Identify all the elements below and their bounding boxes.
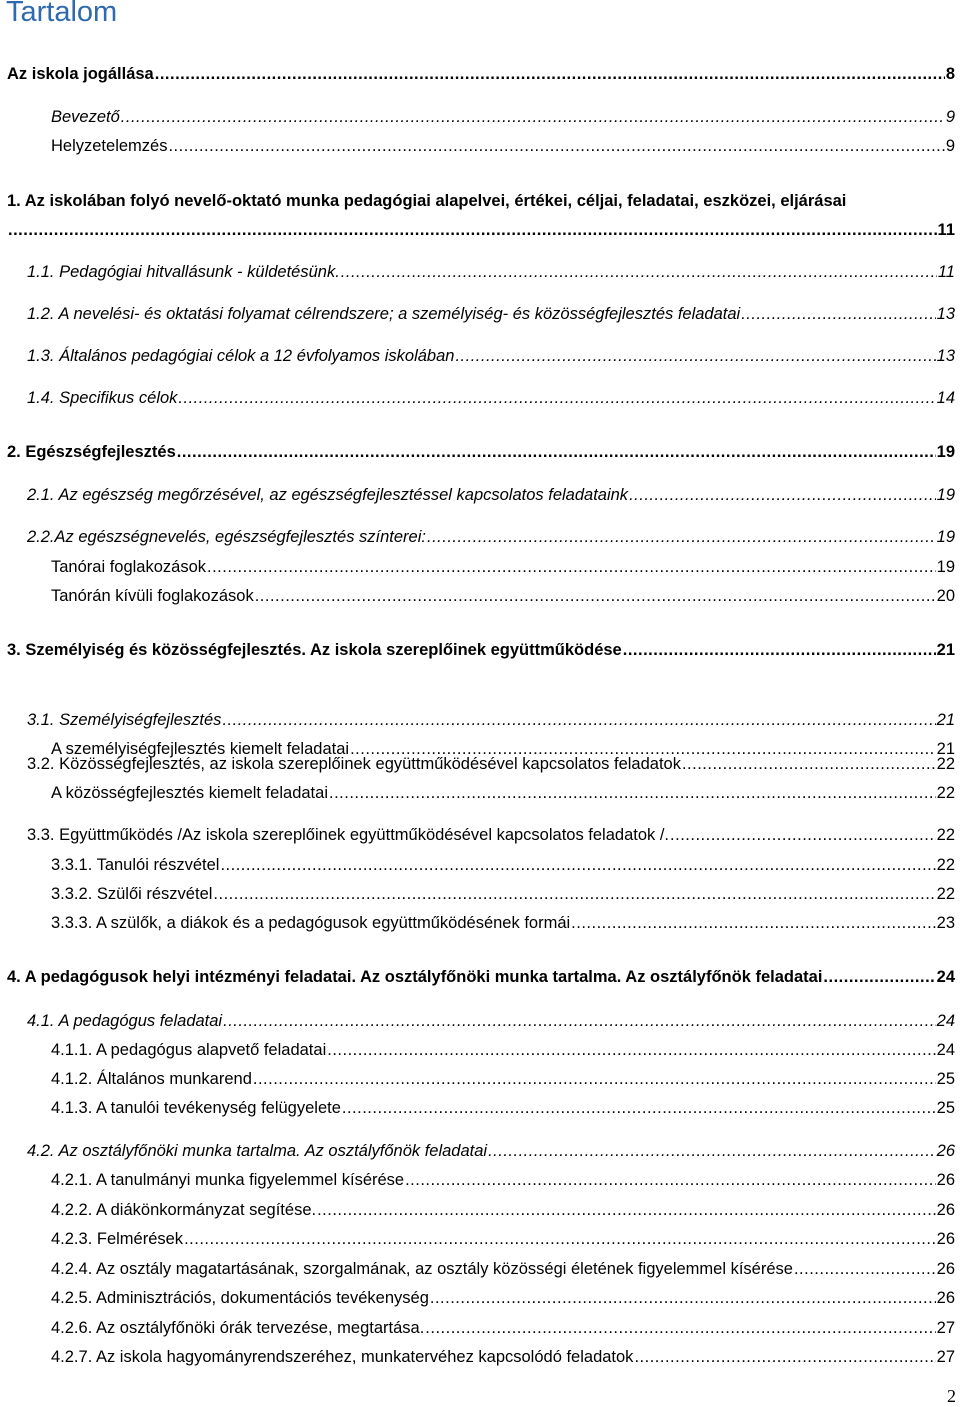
toc-entry-page: 24	[936, 1041, 955, 1059]
toc-entry-text: Bevezető	[51, 108, 120, 126]
toc-entry-page: 19	[936, 558, 955, 576]
toc-entry[interactable]	[27, 1140, 955, 1162]
toc-entry-page: 22	[936, 885, 955, 903]
toc-entry[interactable]	[51, 883, 955, 905]
toc-entry-text: 3.1. Személyiségfejlesztés	[27, 711, 222, 729]
toc-entry[interactable]	[27, 345, 955, 367]
toc-entry-page: 24	[936, 968, 955, 986]
toc-entry-text: 3.3.2. Szülői részvétel	[51, 885, 213, 903]
toc-entry[interactable]	[27, 526, 955, 548]
page-number: 2	[947, 1386, 956, 1406]
toc-entry-text: 4.1.1. A pedagógus alapvető feladatai	[51, 1041, 327, 1059]
toc-entry[interactable]	[27, 387, 955, 409]
toc-entry[interactable]	[7, 441, 955, 463]
toc-entry-text: 4.2.6. Az osztályfőnöki órák tervezése, megtartása.	[51, 1319, 425, 1337]
toc-entry-page: 22	[936, 755, 955, 773]
toc-entry-text: 1.1. Pedagógiai hitvallásunk - küldetésünk.	[27, 263, 340, 281]
toc-entry[interactable]	[27, 303, 955, 325]
toc-entry-page: 19	[936, 443, 955, 461]
toc-entry-page: 26	[936, 1289, 955, 1307]
toc-leader	[184, 1228, 936, 1250]
toc-leader	[430, 1287, 936, 1309]
toc-entry-text: 3.3. Együttműködés /Az iskola szereplőinek együttműködésével kapcsolatos feladatok /.	[27, 826, 670, 844]
toc-leader	[342, 1097, 936, 1119]
toc-entry[interactable]	[7, 966, 955, 988]
toc-entry-text: Helyzetelemzés	[51, 137, 168, 155]
toc-entry-text: 2. Egészségfejlesztés	[7, 443, 176, 461]
toc-entry[interactable]	[27, 484, 955, 506]
toc-entry[interactable]	[51, 135, 955, 157]
toc-leader	[455, 345, 935, 367]
toc-leader	[623, 639, 936, 661]
toc-leader	[327, 1039, 935, 1061]
toc-entry-page: 24	[936, 1012, 955, 1030]
toc-entry-page: 27	[936, 1319, 955, 1337]
toc-entry-page: 26	[936, 1230, 955, 1248]
toc-entry-text: Tanórán kívüli foglakozások	[51, 587, 254, 605]
toc-leader	[341, 261, 937, 283]
toc-entry-wrapped-text[interactable]: 1. Az iskolában folyó nevelő-oktató munka pedagógiai alapelvei, értékei, céljai, feladatai, eszközei, eljárásai	[7, 192, 847, 210]
toc-entry[interactable]	[51, 912, 955, 934]
toc-leader	[634, 1346, 935, 1368]
toc-entry[interactable]	[51, 1317, 955, 1339]
toc-entry-text: 4.1.3. A tanulói tevékenység felügyelete	[51, 1099, 341, 1117]
toc-entry-text: 4.2.3. Felmérések	[51, 1230, 184, 1248]
toc-entry[interactable]	[51, 1346, 955, 1368]
toc-entry-page: 9	[945, 137, 955, 155]
toc-leader	[425, 1317, 935, 1339]
toc-leader	[222, 709, 935, 731]
toc-entry-page: 11	[937, 263, 955, 281]
toc-entry[interactable]	[7, 639, 955, 661]
toc-entry-page: 22	[936, 856, 955, 874]
toc-entry[interactable]	[51, 556, 955, 578]
toc-leader	[223, 1010, 936, 1032]
toc-entry-page: 20	[936, 587, 955, 605]
toc-entry-text: 2.1. Az egészség megőrzésével, az egészségfejlesztéssel kapcsolatos feladataink	[27, 486, 629, 504]
toc-entry-page: 8	[945, 65, 955, 83]
toc-leader	[177, 441, 936, 463]
toc-leader	[213, 883, 935, 905]
toc-entry-page: 23	[936, 914, 955, 932]
toc-entry-page: 27	[936, 1348, 955, 1366]
toc-entry-text: 4.2.2. A diákönkormányzat segítése.	[51, 1201, 317, 1219]
toc-entry-page: 26	[936, 1201, 955, 1219]
toc-leader	[405, 1169, 936, 1191]
toc-entry-page: 26	[936, 1260, 955, 1278]
toc-entry[interactable]	[27, 1010, 955, 1032]
toc-entry-page: 21	[936, 711, 955, 729]
toc-leader	[121, 106, 945, 128]
toc-entry[interactable]	[27, 753, 955, 775]
toc-entry[interactable]	[51, 1199, 955, 1221]
toc-entry-page: 21	[936, 641, 955, 659]
toc-entry-text: 4.2. Az osztályfőnöki munka tartalma. Az osztályfőnök feladatai	[27, 1142, 488, 1160]
toc-entry-page: 19	[936, 528, 955, 546]
toc-entry-page: 22	[936, 826, 955, 844]
toc-leader	[488, 1140, 936, 1162]
toc-entry-text: 4. A pedagógusok helyi intézményi feladatai. Az osztályfőnöki munka tartalma. Az osztályfőnök feladatai	[7, 968, 823, 986]
toc-title: Tartalom	[6, 0, 118, 28]
toc-entry-text: 1.2. A nevelési- és oktatási folyamat célrendszere; a személyiség- és közösségfejlesztés feladatai	[27, 305, 741, 323]
toc-entry[interactable]	[51, 1039, 955, 1061]
toc-leader	[253, 1068, 936, 1090]
toc-leader	[427, 526, 936, 548]
toc-entry-text: 3.3.3. A szülők, a diákok és a pedagógusok együttműködésének formái	[51, 914, 571, 932]
toc-entry-page: 21	[936, 740, 955, 758]
toc-entry-text: 4.2.4. Az osztály magatartásának, szorgalmának, az osztály közösségi életének figyelemmel kísérése	[51, 1260, 793, 1278]
toc-leader	[255, 585, 936, 607]
toc-entry-text: A személyiségfejlesztés kiemelt feladatai	[51, 740, 350, 758]
toc-leader	[571, 912, 935, 934]
toc-entry[interactable]	[27, 824, 955, 846]
toc-leader	[8, 219, 937, 241]
toc-entry[interactable]	[51, 782, 955, 804]
toc-entry-text: 4.2.1. A tanulmányi munka figyelemmel kísérése	[51, 1171, 405, 1189]
toc-entry[interactable]	[51, 1068, 955, 1090]
toc-leader	[670, 824, 936, 846]
toc-entry-text: 4.1. A pedagógus feladatai	[27, 1012, 223, 1030]
toc-entry-page: 11	[937, 221, 955, 239]
toc-entry-page: 9	[945, 108, 955, 126]
toc-entry-text: 1.3. Általános pedagógiai célok a 12 évfolyamos iskolában	[27, 347, 455, 365]
toc-entry[interactable]	[51, 1169, 955, 1191]
toc-entry[interactable]	[7, 63, 955, 85]
toc-leader	[823, 966, 935, 988]
toc-entry-page: 25	[936, 1070, 955, 1088]
toc-entry[interactable]	[51, 585, 955, 607]
toc-entry-text: 3.2. Közösségfejlesztés, az iskola szereplőinek együttműködésével kapcsolatos feladatok	[27, 755, 681, 773]
toc-entry-text: Tanórai foglakozások	[51, 558, 207, 576]
toc-entry-text: Az iskola jogállása	[7, 65, 154, 83]
toc-entry-text: 2.2.Az egészségnevelés, egészségfejlesztés színterei:	[27, 528, 426, 546]
toc-entry[interactable]	[27, 709, 955, 731]
toc-entry[interactable]	[7, 219, 955, 241]
toc-entry-page: 13	[936, 347, 955, 365]
toc-entry-text: 4.2.7. Az iskola hagyományrendszeréhez, munkatervéhez kapcsolódó feladatok	[51, 1348, 634, 1366]
toc-entry-page: 26	[936, 1142, 955, 1160]
toc-entry-text: A közösségfejlesztés kiemelt feladatai	[51, 784, 328, 802]
toc-leader	[178, 387, 935, 409]
toc-entry-page: 19	[936, 486, 955, 504]
toc-leader	[741, 303, 935, 325]
toc-leader	[794, 1258, 936, 1280]
toc-entry-text: 3. Személyiség és közösségfejlesztés. Az iskola szereplőinek együttműködése	[7, 641, 622, 659]
toc-entry-page: 26	[936, 1171, 955, 1189]
toc-entry[interactable]	[51, 1287, 955, 1309]
toc-entry-text: 4.1.2. Általános munkarend	[51, 1070, 252, 1088]
toc-leader	[329, 782, 936, 804]
toc-entry-text: 4.2.5. Adminisztrációs, dokumentációs tevékenység	[51, 1289, 429, 1307]
toc-entry-page: 22	[936, 784, 955, 802]
toc-leader	[220, 854, 935, 876]
toc-entry-page: 25	[936, 1099, 955, 1117]
toc-entry[interactable]	[51, 1258, 955, 1280]
toc-entry-text: 3.3.1. Tanulói részvétel	[51, 856, 220, 874]
toc-entry-page: 13	[936, 305, 955, 323]
toc-entry[interactable]	[27, 261, 955, 283]
toc-entry-page: 14	[936, 389, 955, 407]
toc-leader	[168, 135, 944, 157]
toc-leader	[317, 1199, 936, 1221]
toc-entry[interactable]	[51, 1097, 955, 1119]
toc-entry[interactable]	[51, 106, 955, 128]
toc-leader	[629, 484, 936, 506]
toc-leader	[155, 63, 945, 85]
toc-leader	[207, 556, 936, 578]
toc-entry-text: 1.4. Specifikus célok	[27, 389, 178, 407]
toc-entry[interactable]	[51, 854, 955, 876]
toc-leader	[682, 753, 936, 775]
toc-entry[interactable]	[51, 1228, 955, 1250]
